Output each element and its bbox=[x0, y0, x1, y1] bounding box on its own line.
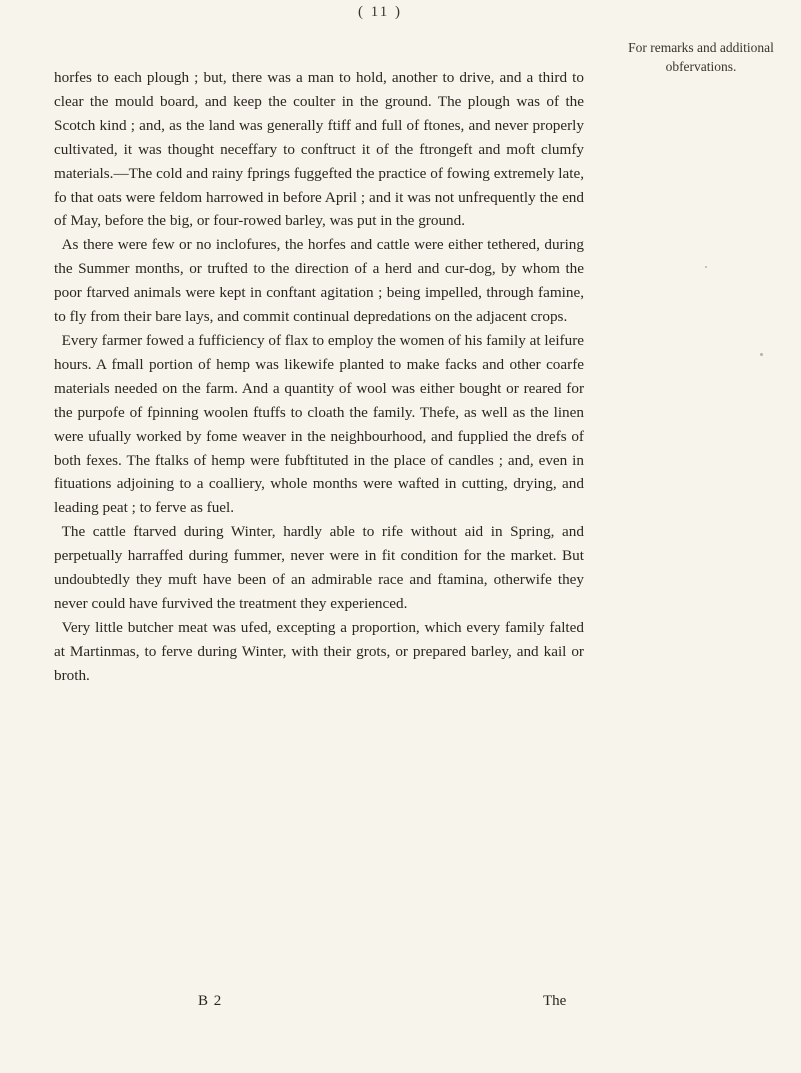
paragraph-1: horfes to each plough ; but, there was a man to hold, another to drive, and a third to clear the mould board, and keep the coulter in the ground. The plough was of the Scotch kind ; and, as the land was generally ftiff and full of ftones, and never properly cultivated, it was thought neceffary to conftruct it of the ftrongeft and moft clumfy materials.—The cold and rainy fprings fuggefted the practice of fowing extremely late, fo that oats were feldom harrowed in before April ; and it was not unfrequently the end of May, before the big, or four-rowed barley, was put in the ground. bbox=[54, 69, 584, 230]
body-text bbox=[54, 66, 584, 688]
paper-speck bbox=[760, 353, 763, 356]
margin-note bbox=[604, 38, 798, 76]
paper-speck bbox=[705, 266, 707, 268]
catchword: The bbox=[543, 993, 567, 1009]
margin-note-line-2: obfervations. bbox=[665, 59, 737, 74]
margin-note-line-1: For remarks and additional bbox=[628, 40, 774, 55]
paragraph-2: As there were few or no inclofures, the horfes and cattle were either tethered, during the Summer months, or trufted to the direction of a herd and cur-dog, by whom the poor ftarved animals were kept in conftant agitation ; being impelled, through famine, to fly from their bare lays, and commit continual depredations on the adjacent crops. bbox=[54, 236, 584, 326]
paragraph-4: The cattle ftarved during Winter, hardly able to rife without aid in Spring, and perpetually harraffed during fummer, never were in fit condition for the market. But undoubtedly they muft have been of an admirable race and ftamina, otherwife they never could have furvived the treatment they experienced. bbox=[54, 523, 584, 612]
paragraph-5: Very little butcher meat was ufed, excepting a proportion, which every family falted at Martinmas, to ferve during Winter, with their grots, or prepared barley, and kail or broth. bbox=[54, 618, 584, 684]
signature-mark: B 2 bbox=[198, 993, 223, 1009]
paragraph-3: Every farmer fowed a fufficiency of flax to employ the women of his family at leifure hours. A fmall portion of hemp was likewife planted to make facks and other coarfe materials needed on the farm. And a quantity of wool was either bought or reared for the purpofe of fpinning woolen ftuffs to cloath the family. Thefe, as well as the linen were ufually worked by fome weaver in the neighbourhood, and fupplied the drefs of both fexes. The ftalks of hemp were fubftituted in the place of candles ; and, even in fituations adjoining to a coalliery, whole months were wafted in cutting, drying, and leading peat ; to ferve as fuel. bbox=[54, 331, 584, 517]
page-number: ( 11 ) bbox=[358, 4, 402, 20]
